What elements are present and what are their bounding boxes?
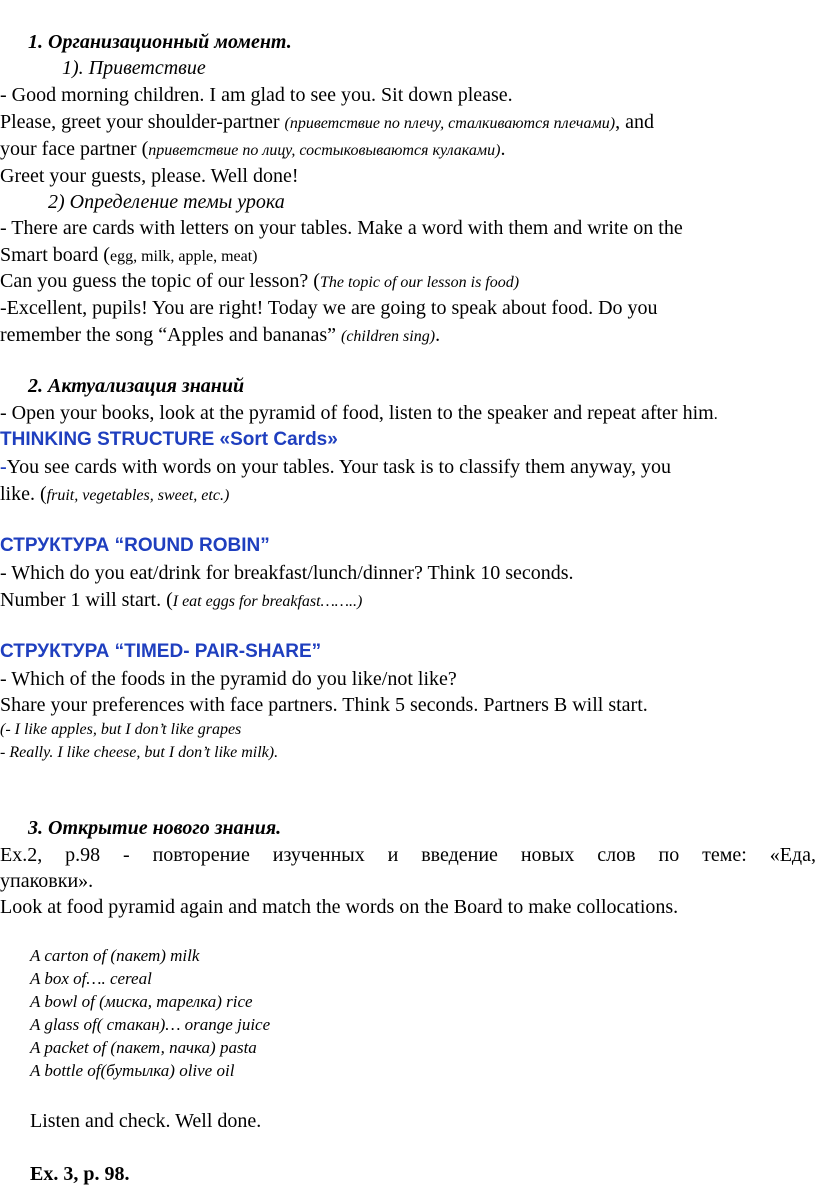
text-line (0, 110, 654, 136)
dash: - (0, 456, 7, 478)
text-span: Can you guess the topic of our lesson? ( (0, 270, 320, 292)
italic-example: (- I like apples, but I don’t like grapes (0, 721, 242, 738)
text-line (0, 323, 440, 349)
word: р.98 (65, 844, 101, 866)
text-span: You see cards with words on your tables. Your task is to classify them anyway, you (6, 456, 672, 478)
text-span: . (435, 324, 441, 346)
word: «Еда, (769, 844, 816, 866)
text-line: -Excellent, pupils! You are right! Today we are going to speak about food. Do you (0, 297, 658, 319)
italic-note: (children sing) (341, 328, 436, 345)
text-line: Greet your guests, please. Well done! (0, 165, 299, 187)
section-1-title: 1. Организационный момент. (28, 31, 292, 53)
collocation-item: A carton of (пакет) milk (30, 946, 200, 965)
subsection-topic: 2) Определение темы урока (48, 191, 285, 213)
word: - (123, 844, 130, 866)
italic-note: fruit, vegetables, sweet, etc.) (46, 487, 230, 504)
section-2-title: 2. Актуализация знаний (28, 375, 245, 397)
word: слов (597, 844, 636, 866)
text-span: . (500, 138, 506, 160)
text-line: - Which do you eat/drink for breakfast/lunch/dinner? Think 10 seconds. (0, 562, 574, 584)
text-span: , and (615, 111, 654, 133)
text-line: Look at food pyramid again and match the words on the Board to make collocations. (0, 896, 679, 918)
text-line: упаковки». (0, 870, 94, 892)
collocation-item: A packet of (пакет, пачка) pasta (30, 1038, 257, 1057)
word: введение (421, 844, 498, 866)
subsection-greeting: 1). Приветствие (62, 57, 206, 79)
italic-note: (приветствие по плечу, сталкиваются плечами) (284, 115, 616, 132)
italic-note: The topic of our lesson is food) (319, 274, 520, 291)
collocation-item: A bottle of(бутылка) olive oil (30, 1061, 235, 1080)
word: повторение (152, 844, 250, 866)
text-line (0, 482, 229, 508)
text-span: - Open your books, look at the pyramid of food, listen to the speaker and repeat after him (0, 402, 714, 424)
collocation-item: A box of…. cereal (30, 969, 152, 988)
text-line (0, 588, 362, 614)
italic-note: приветствие по лицу, состыковываются кулаками) (148, 142, 501, 159)
text-span: Smart board ( (0, 244, 110, 266)
text-line: - Good morning children. I am glad to see you. Sit down please. (0, 84, 513, 106)
collocation-item: A bowl of (миска, тарелка) rice (30, 992, 253, 1011)
text-span: . (713, 406, 718, 423)
text-span: remember the song “Apples and bananas” (0, 324, 341, 346)
word: и (387, 844, 399, 866)
text-span: Number 1 will start. ( (0, 589, 173, 611)
text-line: Share your preferences with face partners. Think 5 seconds. Partners B will start. (0, 694, 648, 716)
text-span: like. ( (0, 483, 47, 505)
text-span: Please, greet your shoulder-partner (0, 111, 285, 133)
structure-heading-round-robin: СТРУКТУРА “ROUND ROBIN” (0, 535, 270, 556)
text-line (0, 269, 519, 295)
text-line: - Which of the foods in the pyramid do you like/not like? (0, 668, 457, 690)
exercise-2-line (0, 843, 816, 867)
structure-heading-sort-cards: THINKING STRUCTURE «Sort Cards» (0, 429, 338, 450)
word: новых (520, 844, 575, 866)
text-line (0, 455, 671, 479)
word: Ех.2, (0, 844, 43, 866)
structure-heading-timed-pair-share: СТРУКТУРА “TIMED- PAIR-SHARE” (0, 641, 322, 662)
collocation-item: A glass of( стакан)… orange juice (30, 1015, 271, 1034)
italic-example (0, 741, 278, 765)
note: egg, milk, apple, meat) (109, 248, 258, 265)
text-span: . (274, 744, 279, 761)
text-line: - There are cards with letters on your tables. Make a word with them and write on the (0, 217, 683, 239)
text-line: Listen and check. Well done. (30, 1110, 262, 1132)
text-line (0, 137, 505, 163)
text-span: - Really. I like cheese, but I don’t like milk) (0, 744, 275, 761)
italic-note: I eat eggs for breakfast……..) (172, 593, 363, 610)
exercise-3-heading: Ex. 3, p. 98. (30, 1163, 130, 1185)
word: теме: (702, 844, 747, 866)
word: изученных (272, 844, 365, 866)
word: по (658, 844, 680, 866)
text-line (0, 401, 718, 427)
text-line (0, 243, 258, 269)
text-span: your face partner ( (0, 138, 149, 160)
section-3-title: 3. Открытие нового знания. (28, 817, 282, 839)
